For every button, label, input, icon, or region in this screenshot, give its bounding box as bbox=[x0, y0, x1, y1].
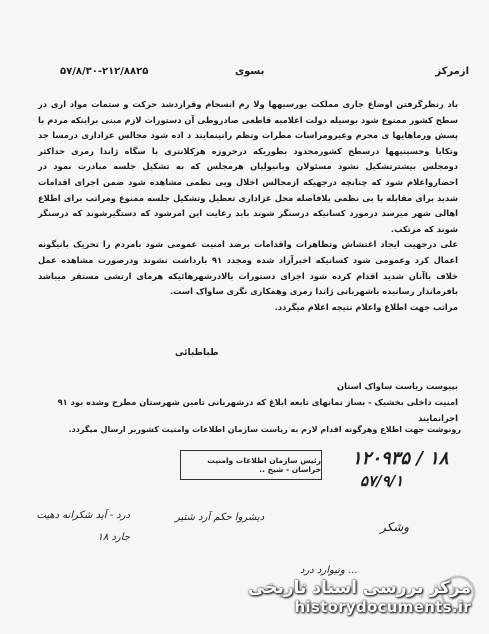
body-paragraph: علی درجهیت ایجاد اغتشاش وتظاهرات واقدامات برضد امنیت عمومی شود بامردم را تحریک بانیگونه اعمال کرد وعمومی شود کسانیکه اخیرآزاد شده ومجدد ۹۱ بارداشت نشوند ودرصورت مشاهده عمل خلاف باآنان شدید اقدام کرده شود اجرای دستورات بالادرشهرهائیکه هرمای ارتشی مستقر میباشد بافرماندار رسانیده باشهربانی ژاندا رمری وهمکاری نگری ساواک است. bbox=[38, 239, 458, 297]
watermark bbox=[248, 578, 471, 616]
header-from: ازمرکز bbox=[435, 66, 469, 77]
body-paragraph: مراتب جهت اطلاع واعلام نتیجه اعلام میگردد. bbox=[274, 301, 458, 312]
handwritten-number: ۱۲۰۹۳۵ / ۱۸ bbox=[352, 448, 449, 469]
handwritten-left-note: درد - آید شکرانه دهیت جارد ۱۸ bbox=[36, 510, 130, 543]
document-body bbox=[38, 97, 458, 315]
signatory: طباطبائی bbox=[175, 348, 219, 358]
handwritten-bottom-note: ... ونیوارد درد bbox=[300, 565, 358, 576]
handwritten-right-note: وشکر bbox=[380, 520, 410, 534]
watermark-title: مرکز بررسی اسناد تاریخی bbox=[248, 578, 471, 598]
handwritten-signature: دیشروا حکم آرد شتیر bbox=[175, 512, 265, 523]
header-to: بسوی bbox=[235, 66, 265, 77]
copy-reference: رونوشت جهت اطلاع وهرگونه اقدام لازم به ریاست سازمان اطلاعات وامنیت کشوربر ارسال میگردد. bbox=[68, 425, 461, 434]
section-2-line: امنیت داخلی بخشیک - بساز نمانهای تابعه ابلاغ که درشهربانی تامین شهرستان مطرح وشده بود ۹۱ bbox=[57, 397, 458, 407]
section-2-line: بپیوست ریاست ساواک استان bbox=[336, 381, 458, 391]
body-paragraph: باد رنظرگرفتن اوضاع جاری مملکت بورسیهها ولا رم انسجام وقراردشد حرکت و ستمات مواد اری در سطح کشور ممنوع شود بوسیله دولت اعلامیه قاطعی صادروطی آن دستورات لازم مبنی براینکه مردم با پسش ورماهایها ی محرم وعیرومراسات مطرات وتظم رانینمایند د اده شود مجالس عزاداری درمسا جد وتکایا وحسینیهها درسطح کشورمحدود بطوریکه درحروزه هرکلانتری با سگاه ژاندا رمری حداکثر دومجلس بیشترتشکیل نشود مسئولان وبانیولیان هرمجلس که به تشکیل جلسه مبادرت نمود در احضارواعلام شود که چنانچه درجهیکه ازمجالس اخلال ویی نظمی مشاهده شود ضمن اجرای اقدامات شدید برای مقابله با بی نظمی بلافاصله محل عزاداری تعطیل وتشکیل جلسه ممنوع ومراتب برای اطلاع اهالی شهر میرسد درمورد کسانیکه درسنگر شوند باید رعایت این امرشود که دستگیرشوند که درسنگر شوند که مرتکب. bbox=[38, 99, 458, 234]
handwritten-date: ۵۷/۹/۱ bbox=[360, 472, 404, 490]
header-number: ۵۷/۸/۳۰-۲۱۲/۸۸۲۵ bbox=[60, 66, 149, 77]
stamp-text: رئیس سازمان اطلاعات وامنیت خراسان - شیخ .. bbox=[207, 456, 321, 474]
watermark-url: historydocuments.ir bbox=[294, 598, 471, 616]
section-2 bbox=[38, 378, 458, 426]
section-2-line: اجرانمایند bbox=[418, 413, 458, 423]
stamp bbox=[180, 450, 322, 480]
